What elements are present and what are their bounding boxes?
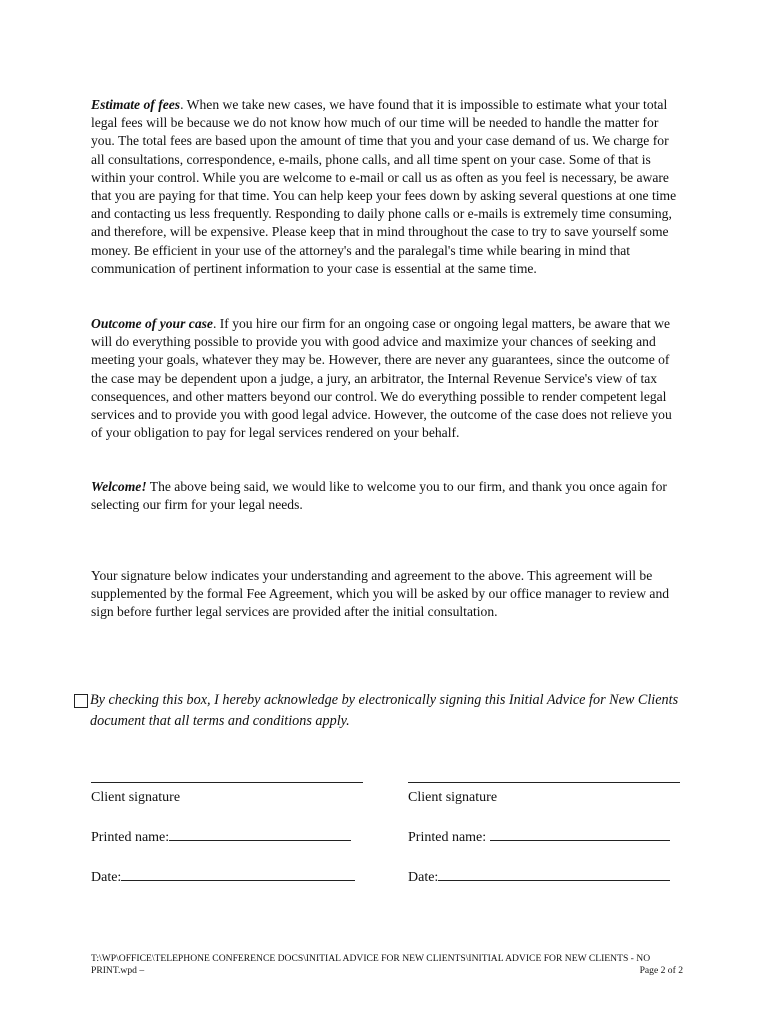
right-date-line (438, 868, 670, 881)
outcome-paragraph (91, 315, 683, 442)
fees-heading: Estimate of fees (91, 97, 181, 112)
left-printed-name-field[interactable] (91, 828, 351, 846)
right-printed-name-label: Printed name: (408, 830, 487, 845)
left-date-label: Date: (91, 870, 122, 885)
right-signature-line[interactable] (408, 782, 680, 783)
right-printed-name-line (490, 828, 670, 841)
left-printed-name-label: Printed name: (91, 830, 170, 845)
footer (91, 953, 683, 977)
fees-paragraph (91, 96, 683, 278)
fees-text: . When we take new cases, we have found that it is impossible to estimate what your total legal fees will be because we do not know how much of our time will be needed to handle the matter for you. The total fees are based upon the amount of time that you and your case demand of us. We charge for all consultations, correspondence, e-mails, phone calls, and all time spent on your case. Some of that is within your control. While you are welcome to e-mail or call us as often as you feel is necessary, be aware that you are paying for that time. You can help keep your fees down by asking several questions at one time and contacting us less frequently. Responding to daily phone calls or e-mails is extremely time consuming, and therefore, will be expensive. Please keep that in mind throughout the case to try to save yourself some money. Be efficient in your use of the attorney's and the paralegal's time while bearing in mind that communication of pertinent information to your case is essential at the same time. (91, 97, 677, 276)
signature-notice: Your signature below indicates your understanding and agreement to the above. This agreement will be supplemented by the formal Fee Agreement, which you will be asked by our office manager to review and sign before further legal services are provided after the initial consultation. (91, 568, 670, 620)
right-date-field[interactable] (408, 868, 670, 886)
acknowledgement-text: By checking this box, I hereby acknowledge by electronically signing this Initial Advice for New Clients document that all terms and conditions apply. (90, 692, 679, 729)
left-signature-label: Client signature (91, 790, 181, 805)
right-printed-name-field[interactable] (408, 828, 670, 846)
acknowledge-checkbox[interactable] (74, 694, 88, 708)
right-signature-label: Client signature (408, 790, 498, 805)
left-signature-line[interactable] (91, 782, 363, 783)
right-signature-block (408, 782, 682, 885)
welcome-paragraph (91, 478, 683, 514)
footer-file-path: T:\WP\OFFICE\TELEPHONE CONFERENCE DOCS\INITIAL ADVICE FOR NEW CLIENTS\INITIAL ADVICE FOR NEW CLIENTS - NO PRINT.wpd – (91, 953, 651, 976)
left-printed-name-line (169, 828, 351, 841)
right-date-label: Date: (408, 870, 439, 885)
page-number: Page 2 of 2 (639, 965, 683, 976)
welcome-heading: Welcome! (91, 479, 147, 494)
left-signature-block (91, 782, 365, 885)
left-date-field[interactable] (91, 868, 355, 886)
left-date-line (121, 868, 355, 881)
welcome-text: The above being said, we would like to welcome you to our firm, and thank you once again for selecting our firm for your legal needs. (91, 479, 667, 513)
outcome-heading: Outcome of your case (91, 316, 213, 331)
outcome-text: . If you hire our firm for an ongoing case or ongoing legal matters, be aware that we will do everything possible to provide you with good advice and maximize your chances of seeking and meeting your goals, whatever they may be. However, there are never any guarantees, since the outcome of the case may be dependent upon a judge, a jury, an arbitrator, the Internal Revenue Service's view of tax consequences, and other matters beyond our control. We do everything possible to render competent legal services and to provide you with good legal advice. However, the outcome of the case does not relieve you of your obligation to pay for legal services rendered on your behalf. (91, 316, 672, 441)
